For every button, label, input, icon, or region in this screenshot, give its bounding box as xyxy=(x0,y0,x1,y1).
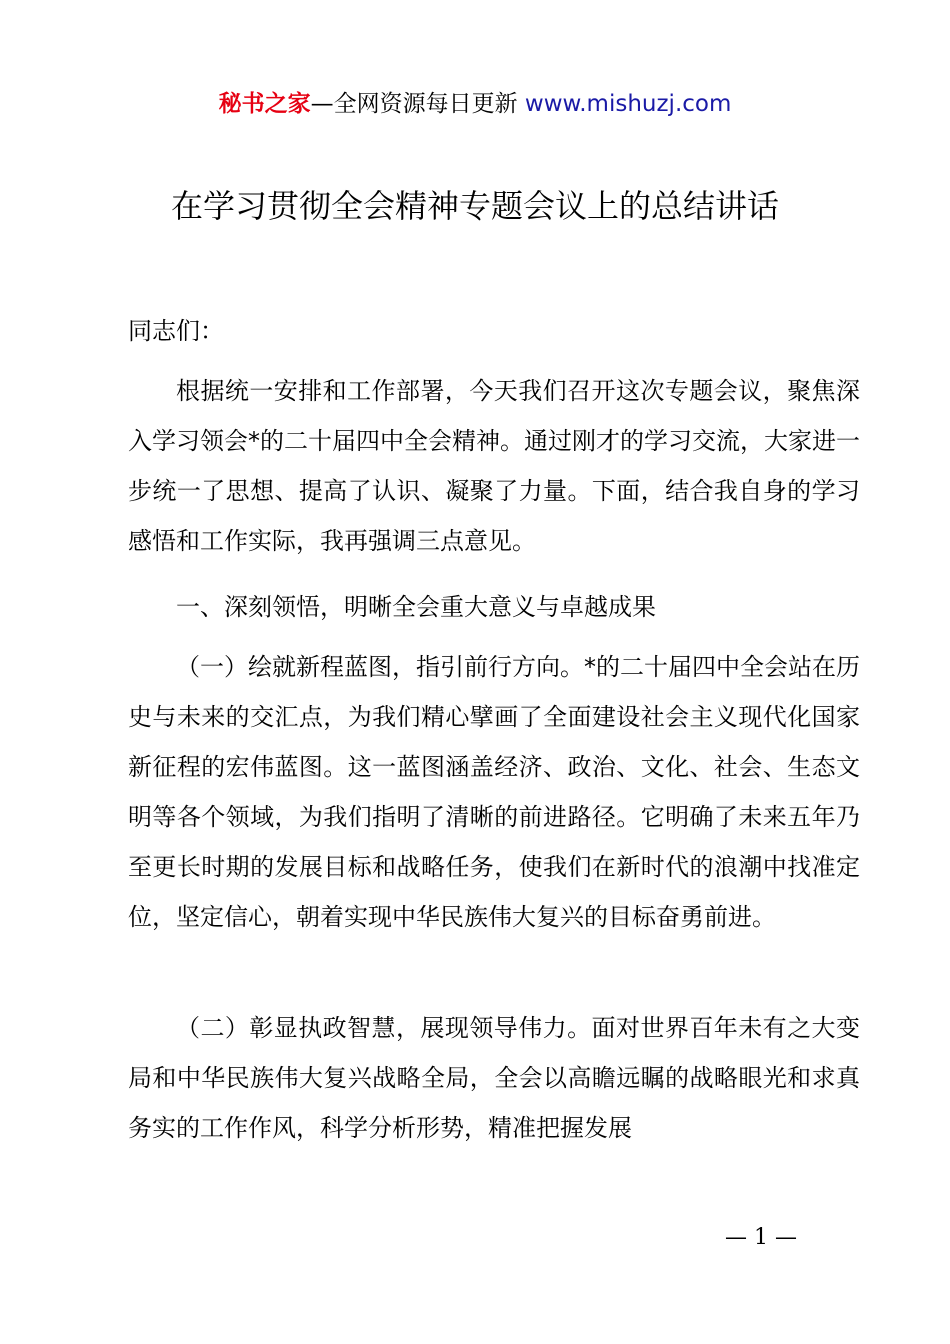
site-url[interactable]: www.mishuzj.com xyxy=(524,91,732,117)
site-brand: 秘书之家 xyxy=(218,91,311,117)
page-number: — 1 — xyxy=(725,1225,797,1250)
paragraph-subsection-2 xyxy=(128,1003,860,1153)
paragraph-text: （一）绘就新程蓝图，指引前行方向。*的二十届四中全会站在历史与未来的交汇点，为我们精心擘画了全面建设社会主义现代化国家新征程的宏伟蓝图。这一蓝图涵盖经济、政治、文化、社会、生态文明等各个领域，为我们指明了清晰的前进路径。它明确了未来五年乃至更长时期的发展目标和战略任务，使我们在新时代的浪潮中找准定位，坚定信心，朝着实现中华民族伟大复兴的目标奋勇前进。 xyxy=(128,653,860,931)
section-heading-1 xyxy=(128,582,860,632)
document-title: 在学习贯彻全会精神专题会议上的总结讲话 xyxy=(170,187,779,225)
paragraph-intro xyxy=(128,366,860,566)
salutation: 同志们： xyxy=(128,317,224,345)
paragraph-subsection-1 xyxy=(128,642,860,942)
section-heading-text: 一、深刻领悟，明晰全会重大意义与卓越成果 xyxy=(176,593,656,621)
site-tagline: —全网资源每日更新 xyxy=(310,91,525,117)
paragraph-text: 根据统一安排和工作部署，今天我们召开这次专题会议，聚焦深入学习领会*的二十届四中全会精神。通过刚才的学习交流，大家进一步统一了思想、提高了认识、凝聚了力量。下面，结合我自身的学习感悟和工作实际，我再强调三点意见。 xyxy=(128,377,860,555)
site-header xyxy=(0,86,950,122)
paragraph-text: （二）彰显执政智慧，展现领导伟力。面对世界百年未有之大变局和中华民族伟大复兴战略全局，全会以高瞻远瞩的战略眼光和求真务实的工作作风，科学分析形势，精准把握发展 xyxy=(128,1014,860,1142)
